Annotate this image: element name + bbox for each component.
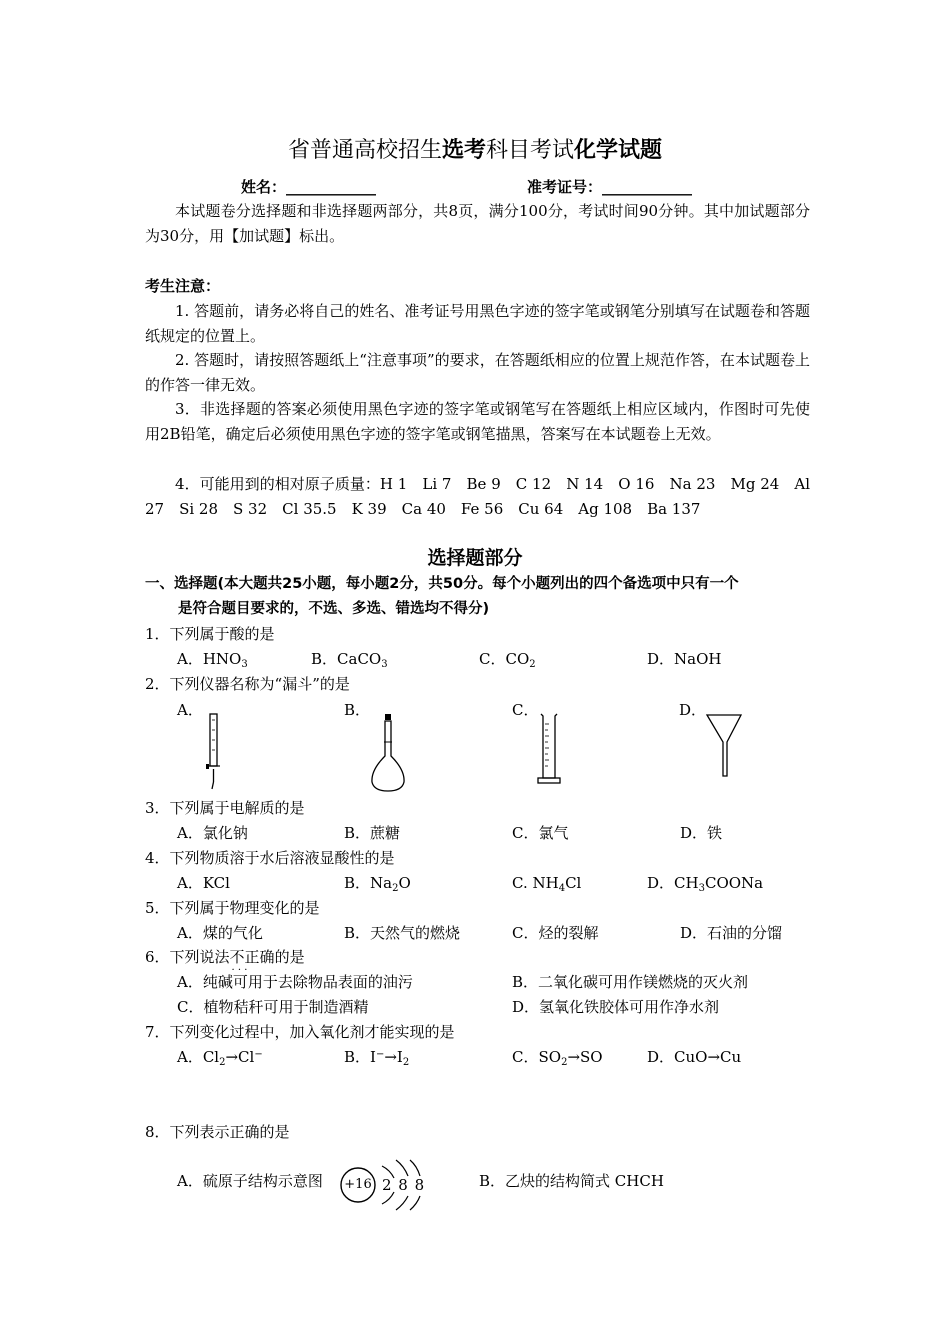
- funnel-icon: [704, 712, 744, 778]
- q3-option-b: B．蔗糖: [344, 824, 401, 842]
- notice-item-2: 2. 答题时，请按照答题纸上“注意事项”的要求，在答题纸相应的位置上规范作答，在本试题卷上的作答一律无效。: [145, 351, 810, 394]
- q4-stem: 4．下列物质溶于水后溶液显酸性的是: [145, 849, 395, 867]
- q4-option-b: B．$Na_2O$: [344, 874, 411, 894]
- notice-heading: 考生注意：: [145, 277, 221, 295]
- q6-option-d: D．氢氧化铁胶体可用作净水剂: [512, 998, 720, 1016]
- q7-stem: 7．下列变化过程中，加入氧化剂才能实现的是: [145, 1023, 455, 1041]
- q8-option-b: B．乙炔的结构简式 CHCH: [479, 1172, 664, 1190]
- q5-option-d: D．石油的分馏: [680, 924, 783, 942]
- sulfur-atom-diagram: [338, 1156, 428, 1218]
- q3-option-d: D．铁: [680, 824, 723, 842]
- q3-option-c: C．氯气: [512, 824, 569, 842]
- q7-option-d: D．CuO→Cu: [647, 1048, 742, 1066]
- q3-stem: 3．下列属于电解质的是: [145, 799, 305, 817]
- graduated-cylinder-icon: [535, 712, 563, 786]
- q2-option-a: A．: [177, 701, 203, 719]
- q4-option-c: C. $NH_4Cl$: [512, 874, 582, 894]
- intro-paragraph: 本试题卷分选择题和非选择题两部分，共8页，满分100分，考试时间90分钟。其中加试题部分为30分，用【加试题】标出。: [145, 202, 810, 245]
- q5-option-c: C．烃的裂解: [512, 924, 599, 942]
- burette-icon: [200, 712, 228, 792]
- part-heading-line1: 一、选择题(本大题共25小题，每小题2分，共50分。每个小题列出的四个备选项中只有一个: [145, 576, 739, 592]
- q6-option-b: B．二氧化碳可用作镁燃烧的灭火剂: [512, 973, 749, 991]
- name-field-label: 姓名：____________: [241, 178, 377, 196]
- q2-option-c: C．: [512, 701, 539, 719]
- page-title: 省普通高校招生选考科目考试化学试题: [287, 138, 663, 163]
- q4-option-a: A．KCl: [177, 874, 230, 892]
- q1-option-b: B．CaCO$_3$: [311, 650, 388, 670]
- q2-option-d: D．: [679, 701, 707, 719]
- q7-option-b: B．$I^-\to I_2$: [344, 1048, 410, 1068]
- q1-stem: 1．下列属于酸的是: [145, 625, 275, 643]
- notice-item-1: 1. 答题前，请务必将自己的姓名、准考证号用黑色字迹的签字笔或钢笔分别填写在试题卷和答题纸规定的位置上。: [145, 302, 810, 345]
- exam-id-field-label: 准考证号：____________: [527, 178, 693, 196]
- notice-item-3: 3．非选择题的答案必须使用黑色字迹的签字笔或钢笔写在答题纸上相应区域内，作图时可先使用2B铅笔，确定后必须使用黑色字迹的签字笔或钢笔描黑，答案写在本试题卷上无效。: [145, 400, 810, 443]
- part-heading-line2: 是符合题目要求的，不选、多选、错选均不得分): [178, 601, 490, 617]
- volumetric-flask-icon: [368, 712, 408, 794]
- q3-option-a: A．氯化钠: [177, 824, 248, 842]
- q8-stem: 8．下列表示正确的是: [145, 1123, 290, 1141]
- q6-stem: 6．下列说法不正确 · · ·的是: [145, 947, 305, 967]
- q1-option-a: A．$HNO_3$: [177, 650, 248, 670]
- q5-option-a: A．煤的气化: [177, 924, 263, 942]
- section-title: 选择题部分: [427, 547, 523, 569]
- q6-option-a: A．纯碱可用于去除物品表面的油污: [177, 973, 413, 991]
- q1-option-d: D．NaOH: [647, 650, 722, 668]
- nucleus-charge: +16: [344, 1177, 372, 1192]
- q2-stem: 2．下列仪器名称为“漏斗”的是: [145, 675, 350, 693]
- electron-counts: 2 8 8: [382, 1176, 426, 1194]
- q8-option-a: A．硫原子结构示意图: [177, 1172, 323, 1190]
- q5-stem: 5．下列属于物理变化的是: [145, 899, 320, 917]
- q1-option-c: C．$CO_2$: [479, 650, 536, 670]
- q7-option-c: C．$SO_2\to SO$: [512, 1048, 603, 1068]
- q2-option-b: B．: [344, 701, 371, 719]
- q4-option-d: D．$CH_3COONa$: [647, 874, 764, 894]
- notice-item-4: 4．可能用到的相对原子质量：H 1 Li 7 Be 9 C 12 N 14 O 16 Na 23 Mg 24 Al 27 Si 28 S 32 Cl 35.5 K 39 Ca 40 Fe 56 Cu 64 Ag 108 Ba 137: [145, 475, 810, 518]
- q7-option-a: A．$Cl_2\to Cl^-$: [177, 1048, 263, 1068]
- q6-option-c: C．植物秸秆可用于制造酒精: [177, 998, 369, 1016]
- q5-option-b: B．天然气的燃烧: [344, 924, 461, 942]
